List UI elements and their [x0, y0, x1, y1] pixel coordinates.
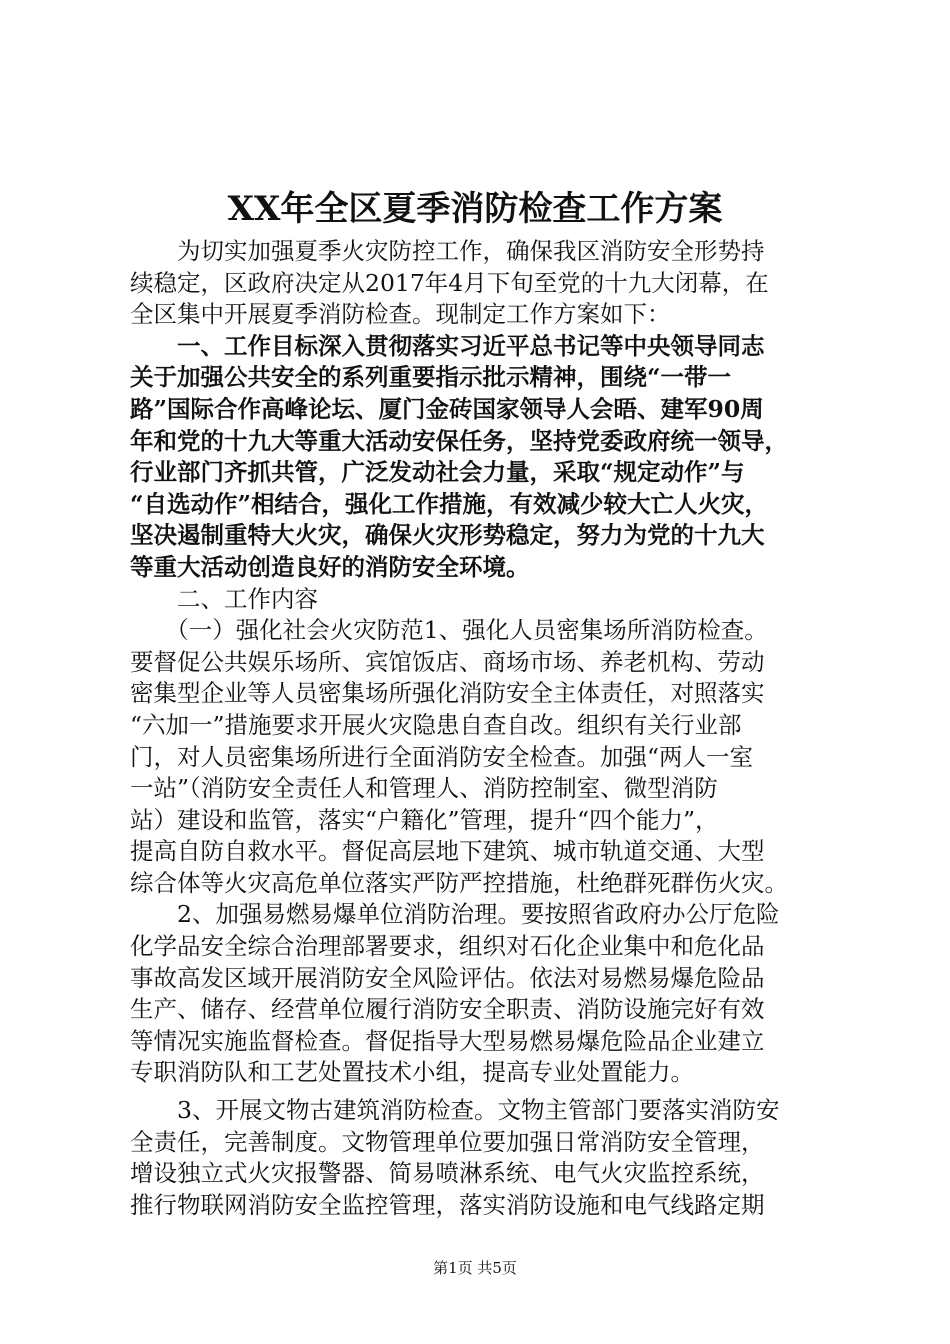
body-line: “六加一”措施要求开展火灾隐患自查自改。组织有关行业部 — [130, 710, 742, 739]
body-line: 全区集中开展夏季消防检查。现制定工作方案如下： — [130, 300, 671, 329]
body-line: 行业部门齐抓共管，广泛发动社会力量，采取“规定动作”与 — [130, 458, 745, 487]
body-line: 增设独立式火灾报警器、简易喷淋系统、电气火灾监控系统， — [130, 1159, 765, 1188]
body-line: 坚决遏制重特大火灾，确保火灾形势稳定，努力为党的十九大 — [130, 521, 765, 550]
body-line: 3、开展文物古建筑消防检查。文物主管部门要落实消防安 — [130, 1096, 780, 1125]
body-line: 续稳定，区政府决定从2017年4月下旬至党的十九大闭幕，在 — [130, 268, 769, 297]
body-line: 推行物联网消防安全监控管理，落实消防设施和电气线路定期 — [130, 1190, 765, 1219]
body-line: 年和党的十九大等重大活动安保任务，坚持党委政府统一领导， — [130, 426, 788, 455]
body-line: 提高自防自救水平。督促高层地下建筑、城市轨道交通、大型 — [130, 837, 765, 866]
body-line: “自选动作”相结合，强化工作措施，有效减少较大亡人火灾， — [130, 489, 769, 518]
body-line: 专职消防队和工艺处置技术小组，提高专业处置能力。 — [130, 1058, 694, 1087]
body-line: 要督促公共娱乐场所、宾馆饭店、商场市场、养老机构、劳动 — [130, 647, 765, 676]
document-title: XX年全区夏季消防检查工作方案 — [227, 189, 723, 229]
body-line: 综合体等火灾高危单位落实严防严控措施，杜绝群死群伤火灾。 — [130, 868, 788, 897]
document-body — [130, 236, 830, 1221]
body-line: 一、工作目标深入贯彻落实习近平总书记等中央领导同志 — [130, 331, 765, 360]
body-line: 密集型企业等人员密集场所强化消防安全主体责任，对照落实 — [130, 679, 765, 708]
body-line: 生产、储存、经营单位履行消防安全职责、消防设施完好有效 — [130, 995, 765, 1024]
body-line: 等重大活动创造良好的消防安全环境。 — [130, 552, 530, 581]
body-line: 2、加强易燃易爆单位消防治理。要按照省政府办公厅危险 — [130, 900, 780, 929]
page-footer: 第1页 共5页 — [433, 1259, 517, 1277]
body-line: 为切实加强夏季火灾防控工作，确保我区消防安全形势持 — [130, 237, 765, 265]
body-line: 一站”（消防安全责任人和管理人、消防控制室、微型消防 — [130, 774, 718, 803]
body-line: （一）强化社会火灾防范1、强化人员密集场所消防检查。 — [130, 616, 768, 645]
section-heading: 二、工作内容 — [130, 584, 318, 613]
body-line: 站）建设和监管，落实“户籍化”管理，提升“四个能力”， — [130, 805, 719, 834]
body-line: 关于加强公共安全的系列重要指示批示精神，围绕“一带一 — [130, 363, 732, 392]
body-line: 门，对人员密集场所进行全面消防安全检查。加强“两人一室 — [130, 742, 754, 771]
body-line: 全责任，完善制度。文物管理单位要加强日常消防安全管理， — [130, 1127, 765, 1156]
body-line: 化学品安全综合治理部署要求，组织对石化企业集中和危化品 — [130, 932, 765, 961]
body-line: 路”国际合作高峰论坛、厦门金砖国家领导人会晤、建军90周 — [130, 394, 764, 423]
body-line: 等情况实施监督检查。督促指导大型易燃易爆危险品企业建立 — [130, 1026, 765, 1055]
body-line: 事故高发区域开展消防安全风险评估。依法对易燃易爆危险品 — [130, 963, 765, 992]
